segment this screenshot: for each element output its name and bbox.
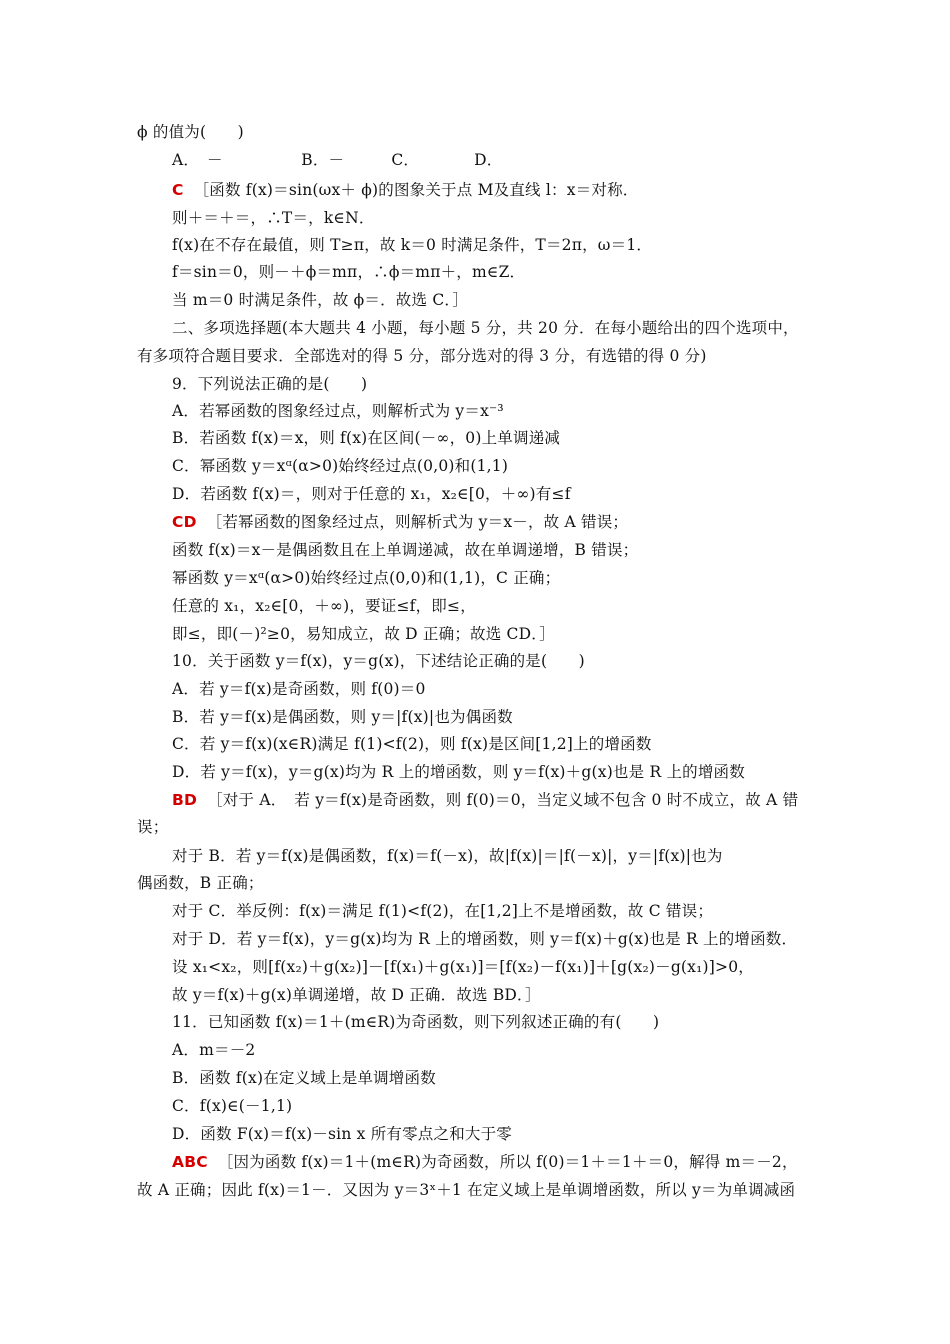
answer-line: BD ［对于 A． 若 y＝f(x)是奇函数，则 f(0)＝0，当定义域不包含 0 时不成立，故 A 错: [172, 791, 799, 809]
options-line: A． － B．－ C． D．: [172, 151, 503, 169]
text-line: 当 m＝0 时满足条件，故 ϕ＝．故选 C．］: [172, 291, 469, 309]
text-line: 函数 f(x)＝x－是偶函数且在上单调递减，故在单调递增，B 错误；: [172, 541, 639, 559]
text-line: 任意的 x₁，x₂∈[0，＋∞)，要证≤f，即≤，: [172, 597, 476, 615]
text-line: 对于 D．若 y＝f(x)，y＝g(x)均为 R 上的增函数，则 y＝f(x)＋g(x)也是 R 上的增函数．: [172, 930, 798, 948]
option-line: B．若函数 f(x)＝x，则 f(x)在区间(－∞，0)上单调递减: [172, 429, 561, 447]
option-line: D．函数 F(x)＝f(x)－sin x 所有零点之和大于零: [172, 1125, 513, 1143]
text-line: 误；: [137, 818, 169, 836]
text-line: f(x)在不存在最值，则 T≥π，故 k＝0 时满足条件，T＝2π，ω＝1．: [172, 236, 653, 254]
section-heading: 二、多项选择题(本大题共 4 小题，每小题 5 分，共 20 分．在每小题给出的四个选项中，: [172, 319, 799, 337]
option-line: A．若幂函数的图象经过点，则解析式为 y＝x⁻³: [172, 402, 504, 420]
text-line: 故 A 正确；因此 f(x)＝1－．又因为 y＝3ˣ＋1 在定义域上是单调增函数，所以 y＝为单调减函: [137, 1181, 796, 1199]
text-line: 幂函数 y＝xᵅ(α>0)始终经过点(0,0)和(1,1)，C 正确；: [172, 569, 561, 587]
section-heading-cont: 有多项符合题目要求．全部选对的得 5 分，部分选对的得 3 分，有选错的得 0 分): [137, 347, 707, 365]
option-line: A．若 y＝f(x)是奇函数，则 f(0)＝0: [172, 680, 426, 698]
text-line: 偶函数，B 正确；: [137, 874, 264, 892]
answer-label: C: [172, 181, 184, 199]
answer-line: CD ［若幂函数的图象经过点，则解析式为 y＝x－，故 A 错误；: [172, 513, 629, 531]
answer-line: C ［函数 f(x)＝sin(ωx＋ ϕ)的图象关于点 M及直线 l：x＝对称．: [172, 181, 639, 199]
question-10: 10．关于函数 y＝f(x)，y＝g(x)，下述结论正确的是( ): [172, 652, 585, 670]
option-line: D．若 y＝f(x)，y＝g(x)均为 R 上的增函数，则 y＝f(x)＋g(x)也是 R 上的增函数: [172, 763, 745, 781]
option-line: D．若函数 f(x)＝，则对于任意的 x₁，x₂∈[0，＋∞)有≤f: [172, 485, 571, 503]
question-9: 9．下列说法正确的是( ): [172, 375, 368, 393]
option-line: C．f(x)∈(－1,1): [172, 1097, 293, 1115]
text-line: 对于 C．举反例：f(x)＝满足 f(1)<f(2)，在[1,2]上不是增函数，故 C 错误；: [172, 902, 714, 920]
option-line: C．幂函数 y＝xᵅ(α>0)始终经过点(0,0)和(1,1): [172, 457, 509, 475]
option-line: C．若 y＝f(x)(x∈R)满足 f(1)<f(2)，则 f(x)是区间[1,2]上的增函数: [172, 735, 652, 753]
text-line: f＝sin＝0，则－＋ϕ＝mπ，∴ϕ＝mπ＋，m∈Z．: [172, 263, 526, 281]
text-line: ϕ 的值为( ): [137, 123, 244, 141]
answer-line: ABC ［因为函数 f(x)＝1＋(m∈R)为奇函数，所以 f(0)＝1＋＝1＋＝0，解得 m＝－2，: [172, 1153, 798, 1171]
answer-label: CD: [172, 513, 197, 531]
option-line: B．函数 f(x)在定义域上是单调增函数: [172, 1069, 436, 1087]
answer-label: BD: [172, 791, 198, 809]
text-line: 设 x₁<x₂，则[f(x₂)＋g(x₂)]－[f(x₁)＋g(x₁)]＝[f(x₂)－f(x₁)]＋[g(x₂)－g(x₁)]>0，: [172, 958, 754, 976]
option-line: B．若 y＝f(x)是偶函数，则 y＝|f(x)|也为偶函数: [172, 708, 513, 726]
text-line: 对于 B．若 y＝f(x)是偶函数，f(x)＝f(－x)，故|f(x)|＝|f(－x)|，y＝|f(x)|也为: [172, 847, 723, 865]
text-line: 即≤，即(－)²≥0，易知成立，故 D 正确；故选 CD．］: [172, 625, 555, 643]
option-line: A．m＝－2: [172, 1041, 256, 1059]
text-line: 则＋＝＋＝，∴T＝，k∈N．: [172, 209, 375, 227]
answer-label: ABC: [172, 1153, 208, 1171]
text-line: 故 y＝f(x)＋g(x)单调递增，故 D 正确．故选 BD．］: [172, 986, 541, 1004]
question-11: 11．已知函数 f(x)＝1＋(m∈R)为奇函数，则下列叙述正确的有( ): [172, 1013, 660, 1031]
